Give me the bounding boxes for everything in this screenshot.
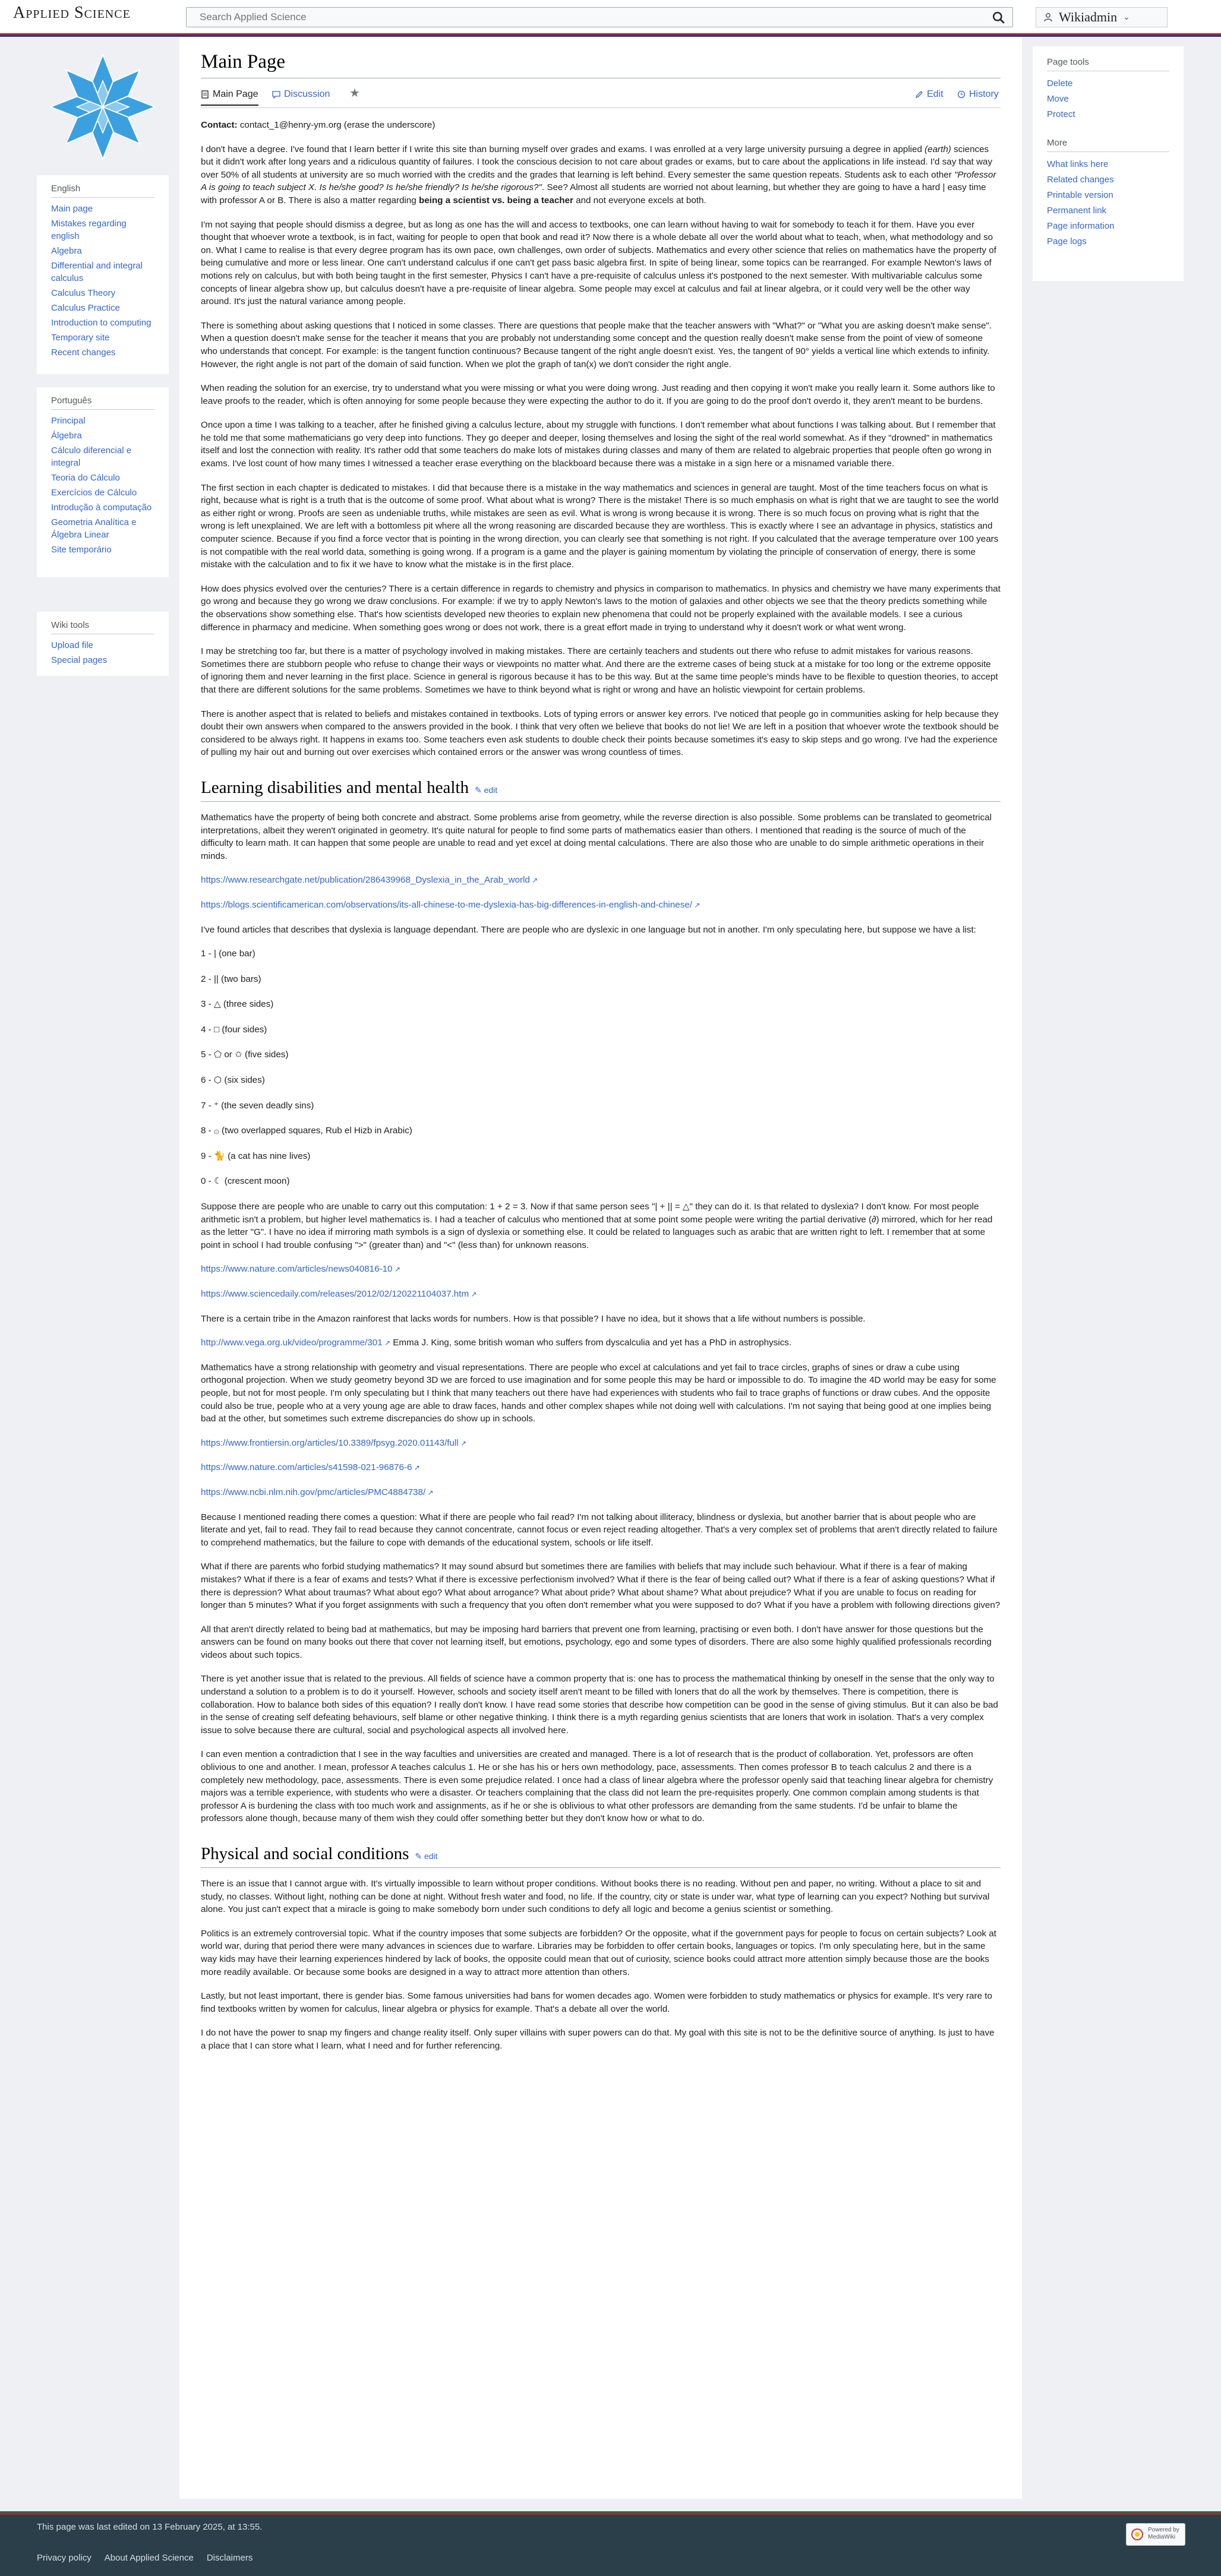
external-link-icon: ↗ — [382, 1339, 390, 1348]
list-item: 0 - ☾ (crescent moon) — [201, 1176, 290, 1187]
sidebar-item-calculus-practice[interactable]: Calculus Practice — [51, 303, 120, 313]
numeral-list — [201, 947, 1001, 1188]
link-paragraph — [201, 1263, 1001, 1276]
contact-paragraph — [201, 119, 1001, 132]
paragraph: Mathematics have the property of being both concrete and abstract. Some problems arise from geometry, while the reverse direction is also possible. Some problems can be translated to geometrical interpretations, albeit they weren't originated in geometry. It's quite natural for people to find some parts of mathematics easier than others. I mentioned that reading is the source of much of the difficulty to learn math. It can happen that some people are unable to read and yet excel at doing mental calculations. There are also those who are unable to do simple arithmetic operations in their minds. — [201, 812, 992, 861]
list-item: 5 - ⬠ or ✩ (five sides) — [201, 1050, 289, 1060]
paragraph: Suppose there are people who are unable to carry out this computation: 1 + 2 = 3. Now if that same person sees "| + || = △" they can do it. Is that related to dyslexia? I don't know. For most people arithmetic isn't a problem, but higher level mathematics is. I had a teacher of calculus who mentioned that at some point some people were writing the partial derivative (∂) mirrored, which for her read as the letter "G". I have no idea if mirroring math symbols is a sign of dyslexia or something else. It could be related to languages such as arabic that are written right to left. I remember that at some point in school I had trouble confusing ">" (greater than) and "<" (less than) for unknown reasons. — [201, 1202, 993, 1250]
sidebar-item-calculus-theory[interactable]: Calculus Theory — [51, 288, 116, 298]
external-link[interactable]: https://www.researchgate.net/publication/286439968_Dyslexia_in_the_Arab_world — [201, 875, 530, 886]
list-item: 4 - □ (four sides) — [201, 1024, 267, 1035]
page-tool-page-information[interactable]: Page information — [1047, 221, 1115, 231]
footer-link-privacy[interactable]: Privacy policy — [37, 2553, 92, 2563]
paragraph: All that aren't directly related to being bad at mathematics, but may be imposing hard barriers that prevent one from learning, practising or even both. I don't have answer for those questions but the answers can be found on many books out there that cover not learning itself, but emotions, psychology, ego and some types of disorders. There are also some highly qualified professionals recording videos about such topics. — [201, 1624, 992, 1660]
paragraph: How does physics evolved over the centuries? There is a certain difference in regards to chemistry and physics in comparison to mathematics. In physics and chemistry we have many experiments that go wrong and because they go wrong we draw conclusions. For example: if we try to apply Newton's laws to the motion of galaxies and other objects we see that the theory predicts something while the observations show something else. That's how scientists developed new theories to explain new phenomena that could not be properly explained with the available models. I see a curious difference in pharmacy and medicine. When something goes wrong or does not work, there is a great effort made in trying to understand why it doesn't work or what went wrong. — [201, 583, 1001, 633]
paragraph: There is yet another issue that is related to the previous. All fields of science have a common property that is: one has to process the mathematical thinking by oneself in the sense that the only way to understand a solution to a problem is to do it yourself. However, schools and society itself aren't meant to be filled with loners that do all the work by themselves. There is competition, there is collaboration. How to balance both sides of this equation? I really don't know. I have read some stories that describe how competition can be good in the sense of giving stimulus. But it can also be bad in the sense of creating self defeating behaviours, self blame or other negative thinking. I think there is a myth regarding genius scientists that are loners that work in isolation. That's a very complex issue to solve because there are cultural, social and psychological aspects all involved here. — [201, 1674, 998, 1736]
text-run-emphasis: (earth) — [925, 144, 951, 154]
tab-edit-label: Edit — [927, 89, 944, 99]
list-item: 8 - ۞ (two overlapped squares, Rub el Hizb in Arabic) — [201, 1126, 412, 1136]
chevron-down-icon: ⌄ — [1123, 12, 1130, 22]
tab-history[interactable] — [957, 89, 999, 100]
footer-link-about[interactable]: About Applied Science — [104, 2553, 194, 2563]
text-run-quote: "Professor A is going to teach subject X. Is he/she good? Is he/she friendly? Is he/she rigorous?" — [201, 169, 996, 193]
search-input[interactable] — [187, 8, 1012, 27]
page-tabs — [201, 78, 1001, 108]
paragraph: Lastly, but not least important, there is gender bias. Some famous universities had bans for women decades ago. Women were forbidden to study mathematics or physics for example. It's very rare to find textbooks written by women for calculus, linear algebra or physics for example. That's a debate all over the world. — [201, 1991, 992, 2014]
paragraph: There is an issue that I cannot argue with. It's virtually impossible to learn without proper conditions. Without books there is no reading. Without pen and paper, no writing. Without a place to sit and study, no classes. Without light, nothing can be done at night. Without fresh water and food, no life. If the country, city or state is under war, what type of learning can you expect? Nothing but survival alone. You just can't expect that a miracle is going to make somebody born under such conditions to defy all logic and become a genius scientist or something. — [201, 1879, 990, 1915]
portlet-heading-page-tools: Page tools — [1047, 57, 1169, 71]
external-link[interactable]: https://www.frontiersin.org/articles/10.3389/fpsyg.2020.01143/full — [201, 1437, 459, 1448]
page-title: Main Page — [201, 51, 1001, 78]
text-run: . See? Almost all students are worried not about learning, but whether they are going to have a hard | easy time with professor A or B. There is also a matter regarding — [201, 182, 986, 206]
text-run-bold: being a scientist vs. being a teacher — [418, 195, 573, 206]
section-heading-text: Learning disabilities and mental health — [201, 777, 469, 797]
external-link[interactable]: https://www.ncbi.nlm.nih.gov/pmc/articles/PMC4884738/ — [201, 1487, 426, 1497]
sidebar-item-temporary-site[interactable]: Temporary site — [51, 333, 110, 343]
site-logo[interactable] — [37, 48, 169, 166]
external-link[interactable]: https://blogs.scientificamerican.com/observations/its-all-chinese-to-me-dyslexia-has-big-differences-in-english-and-chinese/ — [201, 899, 692, 910]
sidebar-portlet-portugues — [37, 387, 169, 577]
paragraph: Once upon a time I was talking to a teacher, after he finished giving a calculus lecture, about my struggle with functions. I don't remember what about functions I was talking about. But I remember that he told me that some mathematicians go very deep into functions. They go deeper and deeper, losing themselves and losing the sight of the real world somewhat. As if they "drowned" in mathematics itself and lost the connection with reality. It's rather odd that some teachers do make lots of mistakes during classes and many of them are related to algebraic properties that people often go wrong in exams. I've lost count of how many times I witnessed a teacher erase everything on the blackboard because there was a mistake in a sign here or a misnamed variable there. — [201, 420, 996, 469]
external-link-icon: ↗ — [458, 1439, 467, 1447]
site-header — [0, 0, 1221, 33]
link-paragraph — [201, 899, 1001, 912]
text-run: sciences but it didn't work after long years and a ridiculous quantity of failures. I took the conscious decision to not care about grades or exams, but to care about the applications in life instead. I'd say that way over 50% of all students at university are so much worried with the credits and the grades that learning is left behind. Every semester the same question repeats. Students ask to each other — [201, 144, 993, 180]
paragraph: There is another aspect that is related to beliefs and mistakes contained in textbooks. Lots of typing errors or answer key errors. I've noticed that people go in communities asking for help because they doubt their own answers when compared to the answers provided in the book. I think that very often we believe that books do not lie! We are left in a position that whoever wrote the textbook should be considered to be always right. It happens in exams too. Some teachers even ask students to double check their points because sometimes it's easy to skip steps and go wrong. I've had the experience of pulling my hair out and burning out over exercises which contained errors or the answer was wrong countless of times. — [201, 709, 999, 758]
external-link-icon: ↗ — [412, 1464, 420, 1472]
paragraph: I may be stretching too far, but there is a matter of psychology involved in making mistakes. There are certainly teachers and students out there who refuse to admit mistakes for various reasons. Sometimes there are stubborn people who refuse to change their ways or viewpoints no matter what. And there are the extreme cases of being stuck at a mistake for too long or the extreme opposite of ignoring them and never learning in the first place. Science in general is rigorous because it has to be this way. But at the same time people's minds have to be flexible to question theories, to accept that there are different solutions for the same problems. Sometimes we have to think beyond what is right or wrong and have an holistic viewpoint for certain problems. — [201, 646, 998, 695]
paragraph: When reading the solution for an exercise, try to understand what you were missing or what you were doing wrong. Just reading and then copying it won't make you really learn it. Some authors like to leave proofs to the reader, which is often annoying for some people because they were expecting the author to do it. If you are going to do the proof don't overdo it, they aren't meant to be burdens. — [201, 383, 995, 406]
portlet-heading-portugues: Português — [51, 396, 154, 410]
page-tool-page-logs[interactable]: Page logs — [1047, 236, 1087, 246]
paragraph: There is a certain tribe in the Amazon rainforest that lacks words for numbers. How is that possible? I have no idea, but it shows that a life without numbers is possible. — [201, 1313, 866, 1324]
link-paragraph — [201, 1336, 1001, 1350]
paragraph: I've found articles that describes that dyslexia is language dependant. There are people who are dyslexic in one language but not in another. I'm only speculating here, but suppose we have a list: — [201, 924, 976, 935]
page-tool-what-links-here[interactable]: What links here — [1047, 159, 1109, 169]
edit-label: edit — [424, 1851, 438, 1861]
external-link[interactable]: https://www.nature.com/articles/news040816-10 — [201, 1264, 393, 1275]
external-link-icon: ↗ — [392, 1265, 400, 1274]
sidebar-portlet-english — [37, 175, 169, 374]
powered-by-text: Powered by MediaWiki — [1148, 2527, 1179, 2540]
link-paragraph — [201, 1288, 1001, 1301]
sidebar-item-algebra-pt[interactable]: Álgebra — [51, 431, 82, 441]
tab-edit[interactable] — [915, 89, 944, 100]
footer-links — [37, 2553, 253, 2563]
contact-value: contact_1@henry-ym.org (erase the underscore) — [239, 120, 436, 130]
page-tool-delete[interactable]: Delete — [1047, 78, 1073, 88]
search-box[interactable] — [186, 7, 1013, 27]
page-tool-protect[interactable]: Protect — [1047, 109, 1075, 119]
paragraph: I'm not saying that people should dismiss a degree, but as long as one has the will and access to textbooks, one can learn without having to wait for somebody to teach it for them. Have you ever thought that whoever wrote a textbook, is in fact, waiting for people to open that book and read it? Now there is a whole debate all over the world about what to teach, when, what methodology and so on. What I came to realise is that every degree program has its own pace, own challenges, own order of subjects. Mathematics and every other science that relies on mathematics have the property of being cumulative and more or less linear. One can't understand calculus if one can't get pass basic algebra first. In spite of being linear, some topics can be rearranged. For example Newton's laws of motions rely on calculus, but with both being taught in the first semester, Physics I can't have a pre-requisite of calculus unless it's postponed to the next semester. With multivariable calculus some concepts of linear algebra show up, but calculus doesn't have a pre-requisite of linear algebra. Some people may excel at calculus and fail at linear algebra, or it could very well be the other way around. It's just the natural variance among people. — [201, 219, 996, 307]
pencil-icon — [915, 90, 923, 99]
user-icon — [1043, 12, 1053, 22]
edit-label: edit — [484, 785, 498, 795]
page-tool-printable-version[interactable]: Printable version — [1047, 190, 1113, 200]
main-content — [179, 37, 1022, 2499]
user-menu-button[interactable] — [1036, 7, 1168, 27]
history-icon — [957, 90, 966, 99]
user-name: Wikiadmin — [1059, 10, 1118, 24]
site-logo-text[interactable]: Applied Science — [13, 4, 131, 22]
page-tool-move[interactable]: Move — [1047, 94, 1069, 104]
footer-link-disclaimers[interactable]: Disclaimers — [206, 2553, 253, 2563]
sidebar-item-introducao-computacao[interactable]: Introdução à computação — [51, 502, 152, 513]
text-run: and not everyone excels at both. — [573, 195, 706, 206]
portlet-heading-wiki-tools: Wiki tools — [51, 620, 154, 634]
portlet-heading-english: English — [51, 184, 154, 198]
section-heading-text: Physical and social conditions — [201, 1844, 409, 1863]
link-paragraph — [201, 1486, 1001, 1500]
paragraph: What if there are parents who forbid studying mathematics? It may sound absurd but sometimes there are families with beliefs that may include such behaviour. What if there is a fear of making mistakes? What if there is a fear of exams and tests? What if there is excessive perfectionism involved? What if there is the fear of being called out? What if there is a fear of asking questions? What if there is depression? What about traumas? What about ego? What about arrogance? What about pride? What about shame? What about prejudice? What if you are unable to focus on reading for longer than 5 minutes? What if you forget assignments with such a frequency that you often don't remember what you were supposed to do? What if you have a problem with following directions given? — [201, 1562, 1001, 1611]
section-edit-link[interactable]: ✎ edit — [474, 785, 498, 795]
list-item: 3 - △ (three sides) — [201, 999, 274, 1010]
sidebar-portlet-wiki-tools — [37, 612, 169, 676]
sidebar-item-intro-computing[interactable]: Introduction to computing — [51, 318, 152, 328]
search-icon[interactable] — [992, 11, 1005, 24]
site-footer — [0, 2511, 1221, 2576]
external-link[interactable]: http://www.vega.org.uk/video/programme/301 — [201, 1338, 383, 1348]
watch-star-icon[interactable]: ★ — [349, 87, 360, 100]
page-tool-permanent-link[interactable]: Permanent link — [1047, 206, 1107, 216]
paragraph: Because I mentioned reading there comes a question: What if there are people who fail read? I'm not talking about illiteracy, blindness or dyslexia, but another barrier that is about people who are literate and yet, fail to read. They fail to read because they cannot concentrate, cannot focus or even reject reading altogether. That's a very complex set of problems that aren't directly related to failure to comprehend mathematics, but the failure to cope with demands of the educational system, schools or life itself. — [201, 1512, 998, 1548]
sidebar-item-recent-changes[interactable]: Recent changes — [51, 347, 116, 358]
external-link[interactable]: https://www.nature.com/articles/s41598-021-96876-6 — [201, 1462, 412, 1473]
sidebar-item-special-pages[interactable]: Special pages — [51, 655, 108, 665]
list-item: 2 - || (two bars) — [201, 973, 261, 984]
tab-discussion-label: Discussion — [284, 89, 330, 99]
sidebar-item-principal[interactable]: Principal — [51, 416, 86, 426]
last-edited-text: This page was last edited on 13 February 2025, at 13:55. — [37, 2522, 263, 2532]
text-run: I don't have a degree. I've found that I learn better if I write this site than burning myself over grades and exams. I was enrolled at a very large university pursuing a degree in applied — [201, 144, 925, 154]
paragraph: I do not have the power to snap my fingers and change reality itself. Only super villains with super powers can do that. My goal with this site is not to be the definitive source of anything. Is just to have a place that I can store what I learn, what I need and for further referencing. — [201, 2028, 995, 2051]
sidebar-item-site-temporario[interactable]: Site temporário — [51, 545, 112, 555]
external-link[interactable]: https://www.sciencedaily.com/releases/2012/02/120221104037.htm — [201, 1289, 469, 1299]
article-body — [201, 119, 1001, 2053]
link-paragraph — [201, 1437, 1001, 1450]
page-tool-related-changes[interactable]: Related changes — [1047, 175, 1114, 185]
sidebar-item-differential-integral[interactable]: Differential and integral calculus — [51, 261, 143, 283]
sidebar-item-algebra[interactable]: Algebra — [51, 246, 82, 256]
discussion-icon — [272, 90, 280, 99]
tab-main-page[interactable] — [201, 89, 258, 106]
list-item: 1 - | (one bar) — [201, 949, 255, 959]
article-icon — [201, 90, 209, 99]
external-link-icon: ↗ — [692, 900, 701, 909]
sidebar-item-upload-file[interactable]: Upload file — [51, 640, 93, 650]
paragraph: Mathematics have a strong relationship with geometry and visual representations. There are people who excel at calculations and yet fail to trace circles, graphs of sines or draw a cube using orthogonal projection. When we study geometry beyond 3D we are forced to use imagination and for some people this may be hard or impossible to do. To imagine the 4D world may be easy for some people, but not for most people. I'm only speculating but I think that many teachers out there have had experiences with students who fail to trace graphs of functions or draw cubes. And the opposite could also be true, people who at a very young age are able to draw faces, hands and other complex shapes while not doing well with calculations. I'm not saying that being good at one implies being bad at the other, but sometimes such extreme discrepancies do show up in schools. — [201, 1362, 996, 1424]
sidebar-item-exercicios-calculo[interactable]: Exercícios de Cálculo — [51, 488, 137, 498]
portlet-heading-more: More — [1047, 138, 1169, 152]
paragraph: The first section in each chapter is dedicated to mistakes. I did that because there is a mistake in the way mathematics and sciences in general are taught. Most of the time teachers focus on what is right, because what is right is a truth that is the outcome of some proof. What about what is wrong? There is the mistake! There is so much emphasis on what is right that we are taught to see the world as either right or wrong. Proofs are seen as undeniable truths, while mistakes are seen as evil. What is wrong is wrong because it is wrong. There is so much focus on proving what is right that the wrong is left unexplained. We are left with a bottomless pit where all the wrong reasoning are discarded because they are worthless. This is exactly where I see an advantage in physics, statistics and computer science. Because if you find a force vector that is pointing in the wrong direction, you can clearly see that something is not right. If you calculated that the average temperature over 100 years is not compatible with the real world data, something is going wrong. If a program is a game and the player is gaining momentum by violating the principle of conservation of energy, there is some mistake with the calculation and to fix it we have to know what the mistake is in the first place. — [201, 482, 999, 570]
list-item: 7 - ⁺ (the seven deadly sins) — [201, 1100, 314, 1111]
link-paragraph — [201, 874, 1001, 887]
powered-by-mediawiki-badge[interactable] — [1126, 2523, 1185, 2546]
tab-discussion[interactable] — [272, 89, 330, 100]
list-item: 6 - ⬡ (six sides) — [201, 1075, 265, 1086]
sidebar-item-geometria-analitica[interactable]: Geometria Analítica e Álgebra Linear — [51, 517, 137, 540]
sidebar-item-calculo-diferencial[interactable]: Cálculo diferencial e integral — [51, 445, 132, 468]
paragraph-intro — [201, 143, 1001, 207]
paragraph: Politics is an extremely controversial topic. What if the country imposes that some subjects are forbidden? Or the opposite, what if the government pays for people to focus on certain subjects? Look at world war, during that period there were many advances in sciences due to warfare. Libraries may be forbidden to offer certain books, languages or topics. I'm only speculating here, but in the same way kids may have their learning experiences hindered by lack of books, the opposite could mean that out of curiosity, science books could attract more attention simply because those are the books more readily available. Or because some books are designed in a way to attract more attention than others. — [201, 1928, 996, 1977]
sidebar-item-teoria-calculo[interactable]: Teoria do Cálculo — [51, 473, 120, 483]
mediawiki-flower-icon — [1130, 2527, 1144, 2542]
list-item: 9 - 🐈 (a cat has nine lives) — [201, 1150, 311, 1161]
tab-main-page-label: Main Page — [213, 89, 258, 99]
paragraph: There is something about asking questions that I noticed in some classes. There are questions that people make that the teacher answers with "What?" or "What you are asking doesn't make sense". When a question doesn't make sense for the teacher it means that you are probably not understanding some concept and the question really doesn't make sense from the point of view of someone who understands that concept. For example: is the tangent function continuous? Because tangent of the right angle doesn't exist. Yes, the tangent of 90° yields a vertical line which extends to infinity. However, the right angle is not part of the domain of said function. When we plot the graph of tan(x) we don't consider the right angle. — [201, 320, 992, 369]
sidebar-item-mistakes-english[interactable]: Mistakes regarding english — [51, 219, 127, 241]
section-edit-link[interactable]: ✎ edit — [415, 1851, 438, 1861]
section-heading-learning — [201, 778, 1001, 802]
page-tools-panel — [1033, 46, 1184, 281]
external-link-icon: ↗ — [529, 876, 538, 885]
external-link-icon: ↗ — [469, 1290, 477, 1298]
section-heading-physical — [201, 1844, 1001, 1868]
link-description: Emma J. King, some british woman who suffers from dyscalculia and yet has a PhD in astrophysics. — [390, 1338, 791, 1348]
paragraph: I can even mention a contradiction that I see in the way faculties and universities are created and managed. There is a lot of research that is the product of collaboration. Yet, professors are often oblivious to one and another. I mean, professor A teaches calculus 1. He or she has his or hers own methodology, pace, assessments. Then comes professor B to teach calculus 2 and there is a completely new methodology, pace, assessments. There is even some prejudice related. I once had a class of linear algebra where the professor openly said that teaching linear algebra for chemistry majors was a terrible experience, with students who were a disaster. Or teachers complaining that the class did not learn the pre-requisites properly. One common complain among students is that professor A is burdening the class with too much work and assignments, as if he or she is oblivious to what other professors are demanding from the same students. I'd be unfair to blame the professors alone though, because many of them wish they could offer something better but they don't know how or what to do. — [201, 1749, 993, 1824]
sidebar-item-main-page[interactable]: Main page — [51, 204, 93, 214]
tab-history-label: History — [969, 89, 999, 99]
star-logo-icon — [37, 48, 169, 166]
contact-label: Contact: — [201, 120, 238, 130]
external-link-icon: ↗ — [425, 1488, 434, 1497]
link-paragraph — [201, 1461, 1001, 1475]
